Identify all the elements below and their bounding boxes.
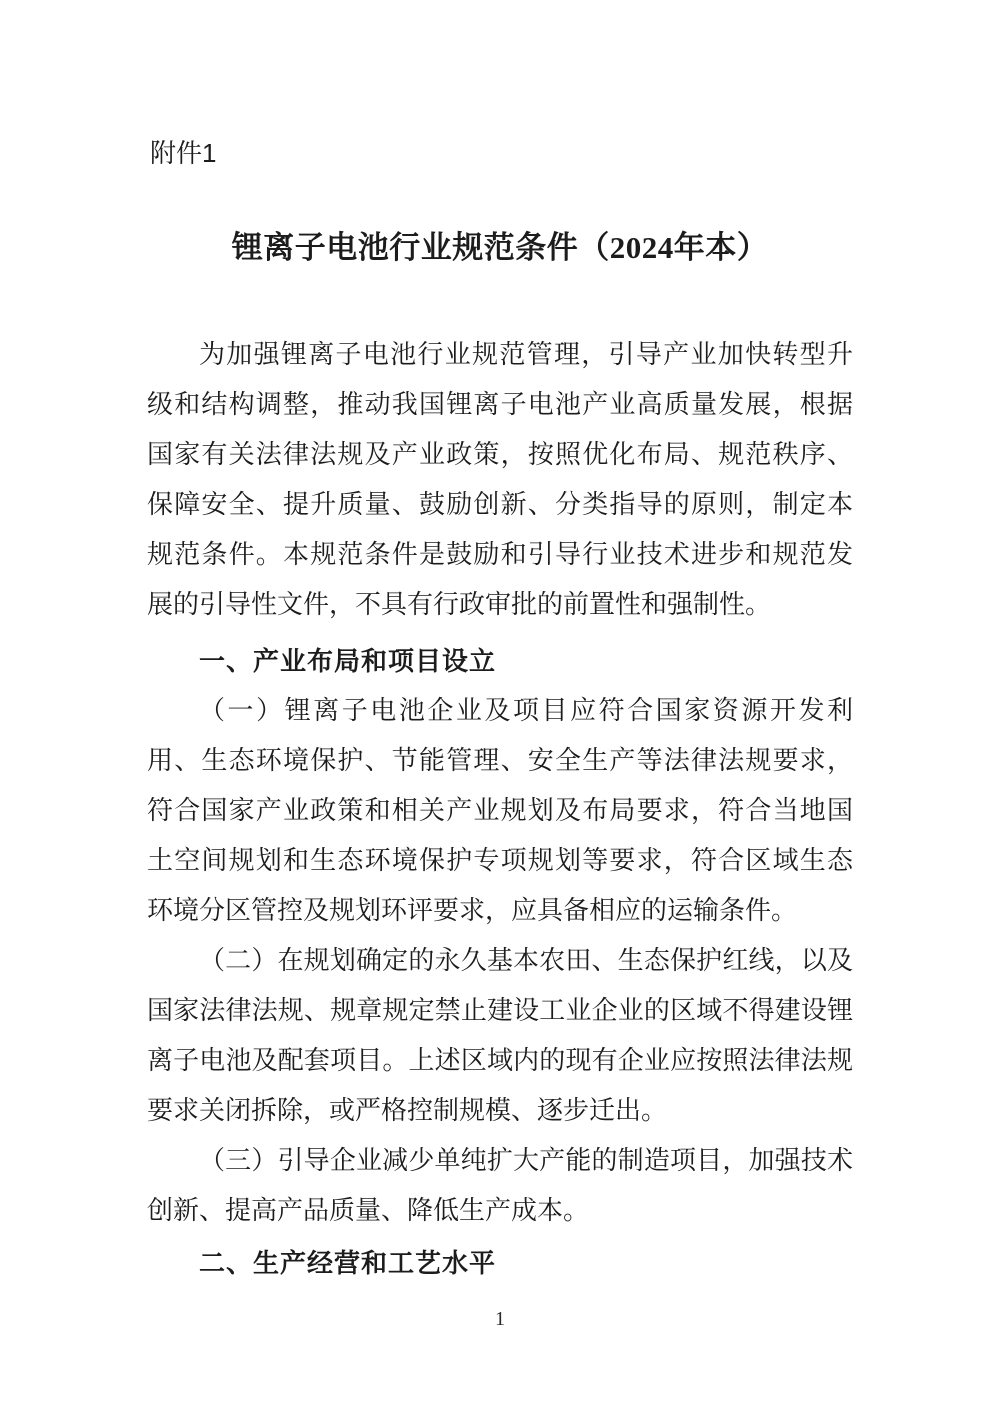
- text-line: 国家法律法规、规章规定禁止建设工业企业的区域不得建设锂: [147, 996, 853, 1025]
- intro-paragraph: [147, 330, 853, 630]
- text-line: 保障安全、提升质量、鼓励创新、分类指导的原则，制定本: [147, 490, 853, 519]
- section-2-heading: 二、生产经营和工艺水平: [199, 1248, 497, 1278]
- document-body: [147, 330, 853, 1288]
- text-line: 用、生态环境保护、节能管理、安全生产等法律法规要求，: [147, 746, 853, 775]
- text-line: 符合国家产业政策和相关产业规划及布局要求，符合当地国: [147, 796, 853, 825]
- section-1-paragraph-2: [147, 936, 853, 1136]
- text-line: 环境分区管控及规划环评要求，应具备相应的运输条件。: [147, 896, 798, 925]
- text-line: 土空间规划和生态环境保护专项规划等要求，符合区域生态: [147, 846, 853, 875]
- section-1-paragraph-1: [147, 686, 853, 936]
- text-line: 要求关闭拆除，或严格控制规模、逐步迁出。: [147, 1096, 668, 1125]
- section-1-paragraph-3: [147, 1136, 853, 1236]
- attachment-label: 附件1: [150, 138, 217, 168]
- text-line: 创新、提高产品质量、降低生产成本。: [147, 1196, 590, 1225]
- text-line: 国家有关法律法规及产业政策，按照优化布局、规范秩序、: [147, 440, 853, 469]
- text-line: （三）引导企业减少单纯扩大产能的制造项目，加强技术: [199, 1146, 853, 1175]
- text-line: （二）在规划确定的永久基本农田、生态保护红线，以及: [199, 946, 853, 975]
- page-number: 1: [495, 1308, 505, 1330]
- text-line: 级和结构调整，推动我国锂离子电池产业高质量发展，根据: [147, 390, 853, 419]
- text-line: 展的引导性文件，不具有行政审批的前置性和强制性。: [147, 590, 772, 619]
- text-line: （一）锂离子电池企业及项目应符合国家资源开发利: [199, 696, 853, 725]
- section-1-heading: 一、产业布局和项目设立: [199, 646, 497, 676]
- text-line: 离子电池及配套项目。上述区域内的现有企业应按照法律法规: [147, 1046, 853, 1075]
- text-line: 为加强锂离子电池行业规范管理，引导产业加快转型升: [199, 340, 853, 369]
- text-line: 规范条件。本规范条件是鼓励和引导行业技术进步和规范发: [147, 540, 853, 569]
- document-title: 锂离子电池行业规范条件（2024年本）: [231, 230, 769, 265]
